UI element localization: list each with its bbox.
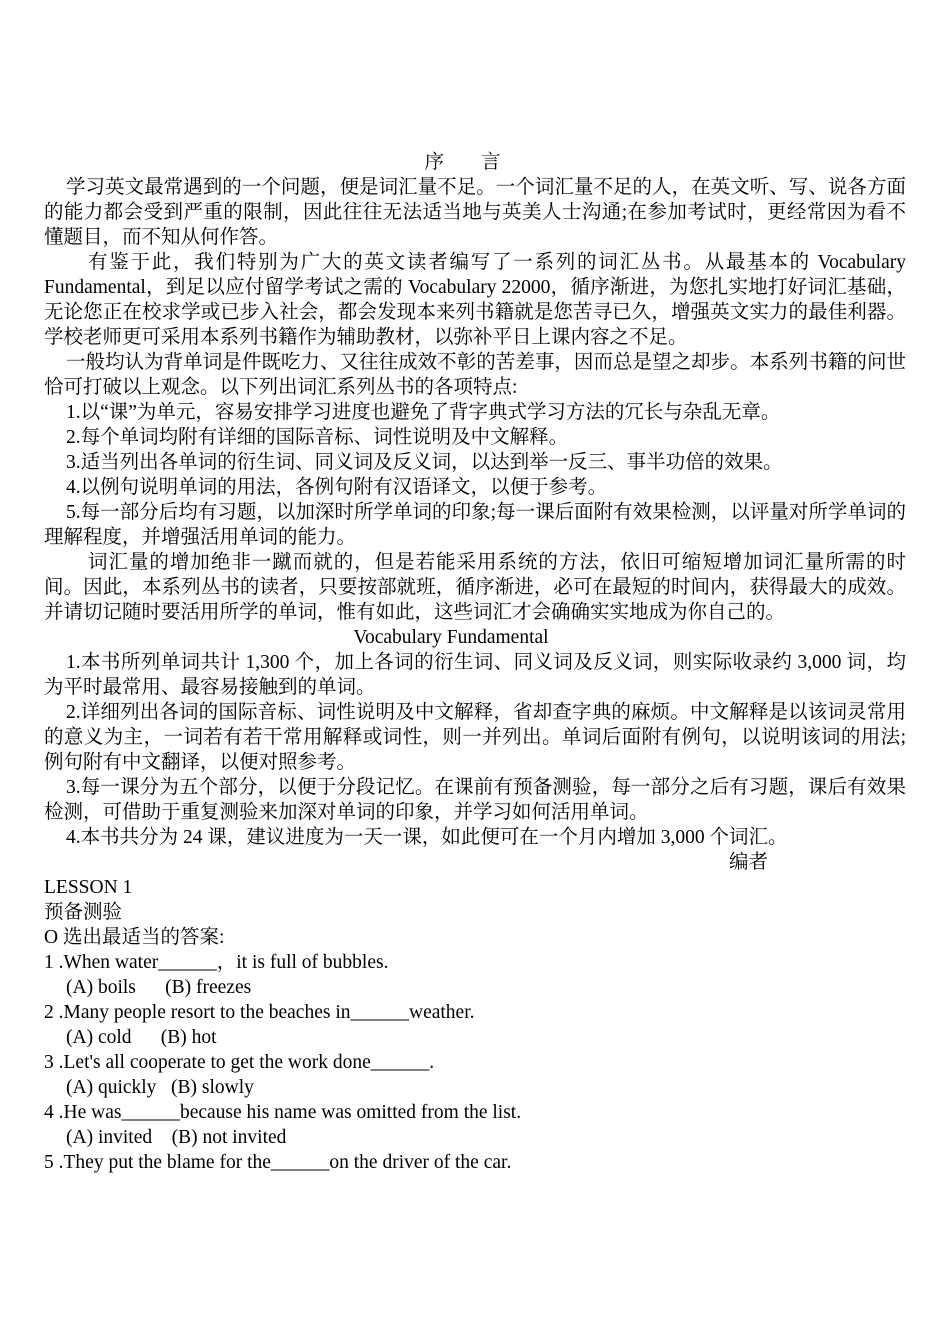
book-title: Vocabulary Fundamental [353, 627, 549, 648]
question-text: 1 .When water______，it is full of bubbles. [44, 952, 389, 973]
question-text: 4 .He was______because his name was omitted from the list. [44, 1102, 522, 1123]
question-options: (A) quickly (B) slowly [66, 1077, 254, 1098]
preface-paragraph: 学习英文最常遇到的一个问题，便是词汇量不足。一个词汇量不足的人，在英文听、写、说各方面的能力都会受到严重的限制，因此往往无法适当地与英美人士沟通;在参加考试时，更经常因为看不懂题目，而不知从何作答。 [44, 177, 906, 248]
preface-paragraph: 一般均认为背单词是件既吃力、又往往成效不彰的苦差事，因而总是望之却步。本系列书籍的问世恰可打破以上观念。以下列出词汇系列丛书的各项特点: [44, 352, 906, 398]
lesson-heading: LESSON 1 [44, 877, 133, 898]
feature-item: 2.每个单词均附有详细的国际音标、词性说明及中文解释。 [66, 427, 569, 448]
question-text: 5 .They put the blame for the______on the driver of the car. [44, 1152, 512, 1173]
lesson-instruction: O 选出最适当的答案: [44, 927, 225, 948]
feature-item: 1.以“课”为单元，容易安排学习进度也避免了背字典式学习方法的冗长与杂乱无章。 [66, 402, 781, 423]
book-point: 4.本书共分为 24 课，建议进度为一天一课，如此便可在一个月内增加 3,000 个词汇。 [66, 827, 788, 848]
question-text: 2 .Many people resort to the beaches in______weather. [44, 1002, 475, 1023]
lesson-section: 预备测验 [44, 902, 123, 923]
feature-item: 4.以例句说明单词的用法，各例句附有汉语译文，以便于参考。 [66, 477, 608, 498]
document-page [44, 150, 906, 1175]
question-options: (A) cold (B) hot [66, 1027, 217, 1048]
preface-paragraph: 有鉴于此，我们特别为广大的英文读者编写了一系列的词汇丛书。从最基本的 Vocabulary Fundamental，到足以应付留学考试之需的 Vocabulary 22000，循序渐进，为您扎实地打好词汇基础，无论您正在校求学或已步入社会，都会发现本来列书籍就是您苦寻已久，增强英文实力的最佳利器。学校老师更可采用本系列书籍作为辅助教材，以弥补平日上课内容之不足。 [44, 252, 906, 348]
book-point: 3.每一课分为五个部分，以便于分段记忆。在课前有预备测验，每一部分之后有习题，课后有效果检测，可借助于重复测验来加深对单词的印象，并学习如何活用单词。 [44, 777, 906, 823]
feature-item: 3.适当列出各单词的衍生词、同义词及反义词，以达到举一反三、事半功倍的效果。 [66, 452, 783, 473]
preface-title: 序 言 [424, 152, 502, 173]
book-point: 2.详细列出各词的国际音标、词性说明及中文解释，省却查字典的麻烦。中文解释是以该词灵常用的意义为主，一词若有若干常用解释或词性，则一并列出。单词后面附有例句，以说明该词的用法;例句附有中文翻译，以便对照参考。 [44, 702, 906, 773]
book-point: 1.本书所列单词共计 1,300 个，加上各词的衍生词、同义词及反义词，则实际收录约 3,000 词，均为平时最常用、最容易接触到的单词。 [44, 652, 906, 698]
preface-closing: 词汇量的增加绝非一蹴而就的，但是若能采用系统的方法，依旧可缩短增加词汇量所需的时间。因此，本系列丛书的读者，只要按部就班，循序渐进，必可在最短的时间内，获得最大的成效。并请切记随时要活用所学的单词，惟有如此，这些词汇才会确确实实地成为你自己的。 [44, 552, 906, 623]
question-options: (A) invited (B) not invited [66, 1127, 287, 1148]
feature-item: 5.每一部分后均有习题，以加深时所学单词的印象;每一课后面附有效果检测，以评量对所学单词的理解程度，并增强活用单词的能力。 [44, 502, 906, 548]
question-options: (A) boils (B) freezes [66, 977, 252, 998]
preface-signature: 编者 [728, 852, 768, 873]
question-text: 3 .Let's all cooperate to get the work done______. [44, 1052, 435, 1073]
